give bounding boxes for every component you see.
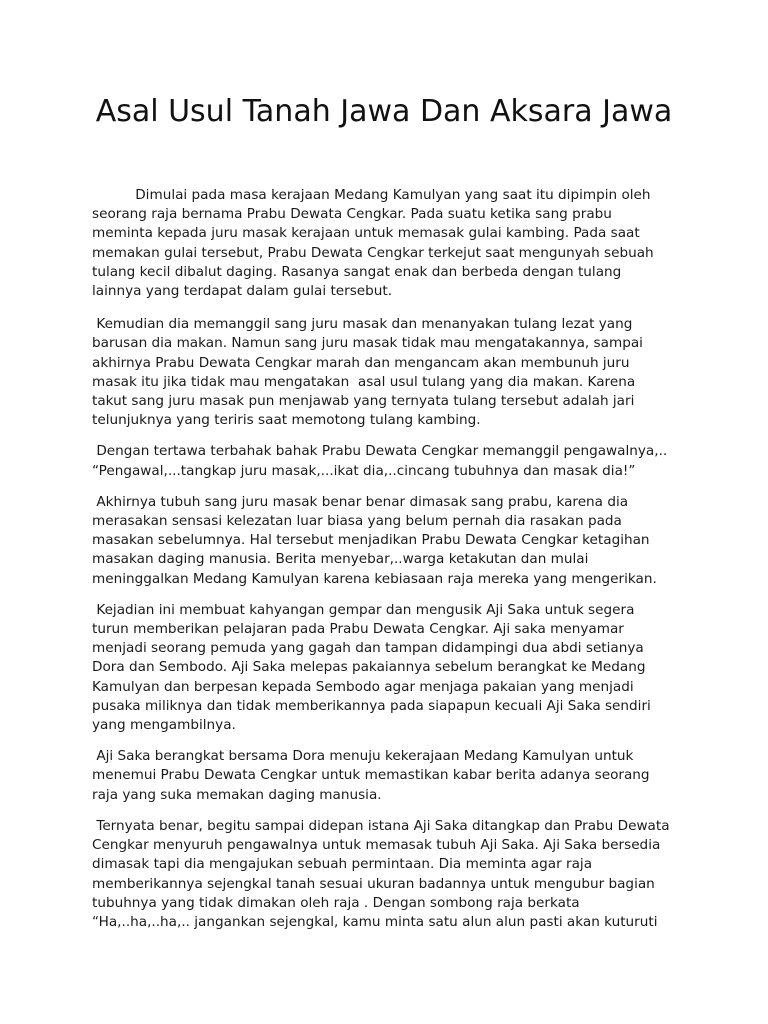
paragraph-7: Ternyata benar, begitu sampai didepan istana Aji Saka ditangkap dan Prabu Dewata Cengkar menyuruh pengawalnya untuk memasak tubuh Aji Saka. Aji Saka bersedia dimasak tapi dia mengajukan sebuah permintaan. Dia meminta agar raja memberikannya sejengkal tanah sesuai ukuran badannya untuk mengubur bagian tubuhnya yang tidak dimakan oleh raja . Dengan sombong raja berkata “Ha,..ha,..ha,.. jangankan sejengkal, kamu minta satu alun alun pasti akan kuturuti [92, 817, 670, 930]
paragraph-1: Dimulai pada masa kerajaan Medang Kamulyan yang saat itu dipimpin oleh seorang raja bernama Prabu Dewata Cengkar. Pada suatu ketika sang prabu meminta kepada juru masak kerajaan untuk memasak gulai kambing. Pada saat memakan gulai tersebut, Prabu Dewata Cengkar terkejut saat mengunyah sebuah tulang kecil dibalut daging. Rasanya sangat enak dan berbeda dengan tulang lainnya yang terdapat dalam gulai tersebut. [92, 187, 654, 300]
document-title: Asal Usul Tanah Jawa Dan Aksara Jawa [95, 94, 673, 129]
paragraph-5: Kejadian ini membuat kahyangan gempar dan mengusik Aji Saka untuk segera turun memberikan pelajaran pada Prabu Dewata Cengkar. Aji saka menyamar menjadi seorang pemuda yang gagah dan tampan didampingi dua abdi setianya Dora dan Sembodo. Aji Saka melepas pakaiannya sebelum berangkat ke Medang Kamulyan dan berpesan kepada Sembodo agar menjaga pakaian yang menjadi pusaka miliknya dan tidak memberikannya pada siapapun kecuali Aji Saka sendiri yang mengambilnya. [92, 601, 651, 734]
paragraph-6: Aji Saka berangkat bersama Dora menuju kekerajaan Medang Kamulyan untuk menemui Prabu Dewata Cengkar untuk memastikan kabar berita adanya seorang raja yang suka memakan daging manusia. [92, 748, 650, 803]
paragraph-2: Kemudian dia memanggil sang juru masak dan menanyakan tulang lezat yang barusan dia makan. Namun sang juru masak tidak mau mengatakannya, sampai akhirnya Prabu Dewata Cengkar marah dan mengancam akan membunuh juru masak itu jika tidak mau mengatakan asal usul tulang yang dia makan. Karena takut sang juru masak pun menjawab yang ternyata tulang tersebut adalah jari telunjuknya yang teriris saat memotong tulang kambing. [92, 316, 643, 429]
paragraph-4: Akhirnya tubuh sang juru masak benar benar dimasak sang prabu, karena dia merasakan sensasi kelezatan luar biasa yang belum pernah dia rasakan pada masakan sebelumnya. Hal tersebut menjadikan Prabu Dewata Cengkar ketagihan masakan daging manusia. Berita menyebar,..warga ketakutan dan mulai meninggalkan Medang Kamulyan karena kebiasaan raja mereka yang mengerikan. [92, 493, 657, 587]
document-body [92, 186, 688, 944]
paragraph-3: Dengan tertawa terbahak bahak Prabu Dewata Cengkar memanggil pengawalnya,.. “Pengawal,...tangkap juru masak,...ikat dia,..cincang tubuhnya dan masak dia!” [92, 443, 668, 479]
